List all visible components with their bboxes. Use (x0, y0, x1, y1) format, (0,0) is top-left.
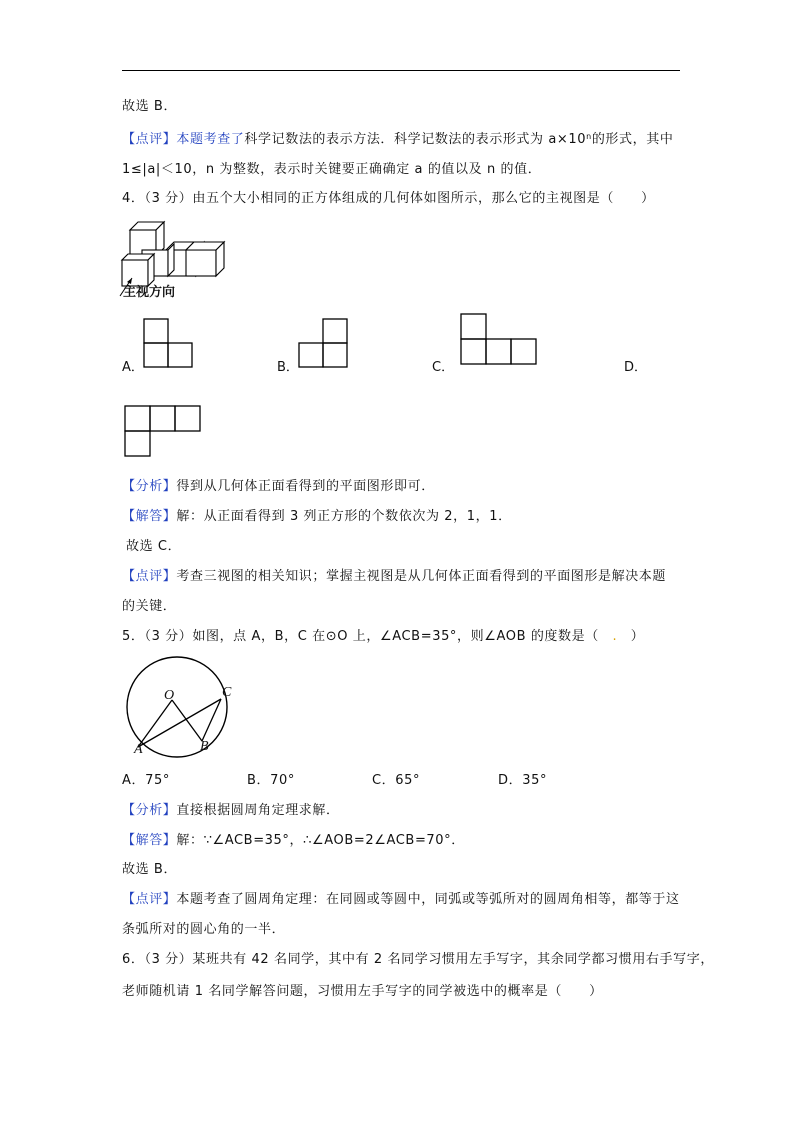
comment-text-end: 的形式，其中 (591, 132, 674, 147)
stem-mark: . (612, 629, 618, 644)
point-b-label: B (200, 739, 209, 754)
view-direction-caption: 主视方向 (123, 285, 176, 300)
comment-tag: 【点评】 (122, 569, 177, 584)
point-a-label: A (134, 742, 143, 757)
q4-comment-line2: 的关键． (122, 599, 177, 614)
stem-text-end: ） (617, 629, 645, 644)
analysis-tag: 【分析】 (122, 479, 177, 494)
q3-comment (122, 131, 673, 149)
q5-comment-line2: 条弧所对的圆心角的一半． (122, 922, 286, 937)
comment-tag: 【点评】 (122, 132, 177, 147)
stem-text: 5．（3 分）如图，点 A，B，C 在⊙O 上，∠ACB=35°，则∠AOB 的度数是（ (122, 629, 613, 644)
q4-comment (122, 568, 666, 586)
q4-choice: 故选 C． (126, 539, 182, 554)
q5-stem (122, 628, 644, 646)
analysis-text: 得到从几何体正面看得到的平面图形即可． (176, 479, 435, 494)
answer-text: 解：从正面看得到 3 列正方形的个数依次为 2，1，1． (176, 509, 512, 524)
option-b-figure (298, 318, 348, 370)
option-b-label: B． (277, 360, 299, 375)
option-a-figure (143, 318, 193, 370)
answer-tag: 【解答】 (122, 509, 177, 524)
q5-answer (122, 832, 465, 850)
q4-stem: 4．（3 分）由五个大小相同的正方体组成的几何体如图所示，那么它的主视图是（ ） (122, 191, 655, 206)
comment-text: 考查三视图的相关知识；掌握主视图是从几何体正面看得到的平面图形是解决本题 (176, 569, 667, 584)
superscript-n: n (586, 132, 592, 141)
header-rule (122, 70, 680, 71)
comment-text: 本题考查了圆周角定理：在同圆或等圆中，同弧或等弧所对的圆周角相等，都等于这 (176, 892, 680, 907)
comment-text: 科学记数法的表示方法．科学记数法的表示形式为 a×10 (244, 132, 587, 147)
option-d-figure (124, 405, 204, 457)
comment-lead: 本题考查了 (176, 132, 245, 147)
q5-option-b: B．70° (247, 773, 295, 788)
q5-option-c: C．65° (372, 773, 421, 788)
q5-comment (122, 891, 680, 909)
q3-comment-line2: 1≤|a|＜10，n 为整数，表示时关键要正确确定 a 的值以及 n 的值． (122, 162, 542, 177)
option-d-label: D． (624, 360, 648, 375)
q4-answer (122, 508, 512, 526)
point-o-label: O (164, 688, 175, 703)
option-c-figure (460, 313, 538, 365)
comment-tag: 【点评】 (122, 892, 177, 907)
option-c-label: C． (432, 360, 455, 375)
point-c-label: C (222, 685, 232, 700)
q5-option-a: A．75° (122, 773, 170, 788)
answer-text: 解：∵∠ACB=35°，∴∠AOB=2∠ACB=70°． (176, 833, 465, 848)
q4-analysis (122, 478, 435, 496)
q5-choice: 故选 B． (122, 862, 178, 877)
q5-option-d: D．35° (498, 773, 548, 788)
analysis-text: 直接根据圆周角定理求解． (176, 803, 340, 818)
q6-stem-line2: 老师随机请 1 名同学解答问题，习惯用左手写字的同学被选中的概率是（ ） (122, 984, 603, 999)
q3-choice: 故选 B． (122, 99, 178, 114)
answer-tag: 【解答】 (122, 833, 177, 848)
q5-analysis (122, 802, 340, 820)
option-a-label: A． (122, 360, 144, 375)
q6-stem-line1: 6．（3 分）某班共有 42 名同学，其中有 2 名同学习惯用左手写字，其余同学都习惯用右手写字， (122, 952, 714, 967)
analysis-tag: 【分析】 (122, 803, 177, 818)
